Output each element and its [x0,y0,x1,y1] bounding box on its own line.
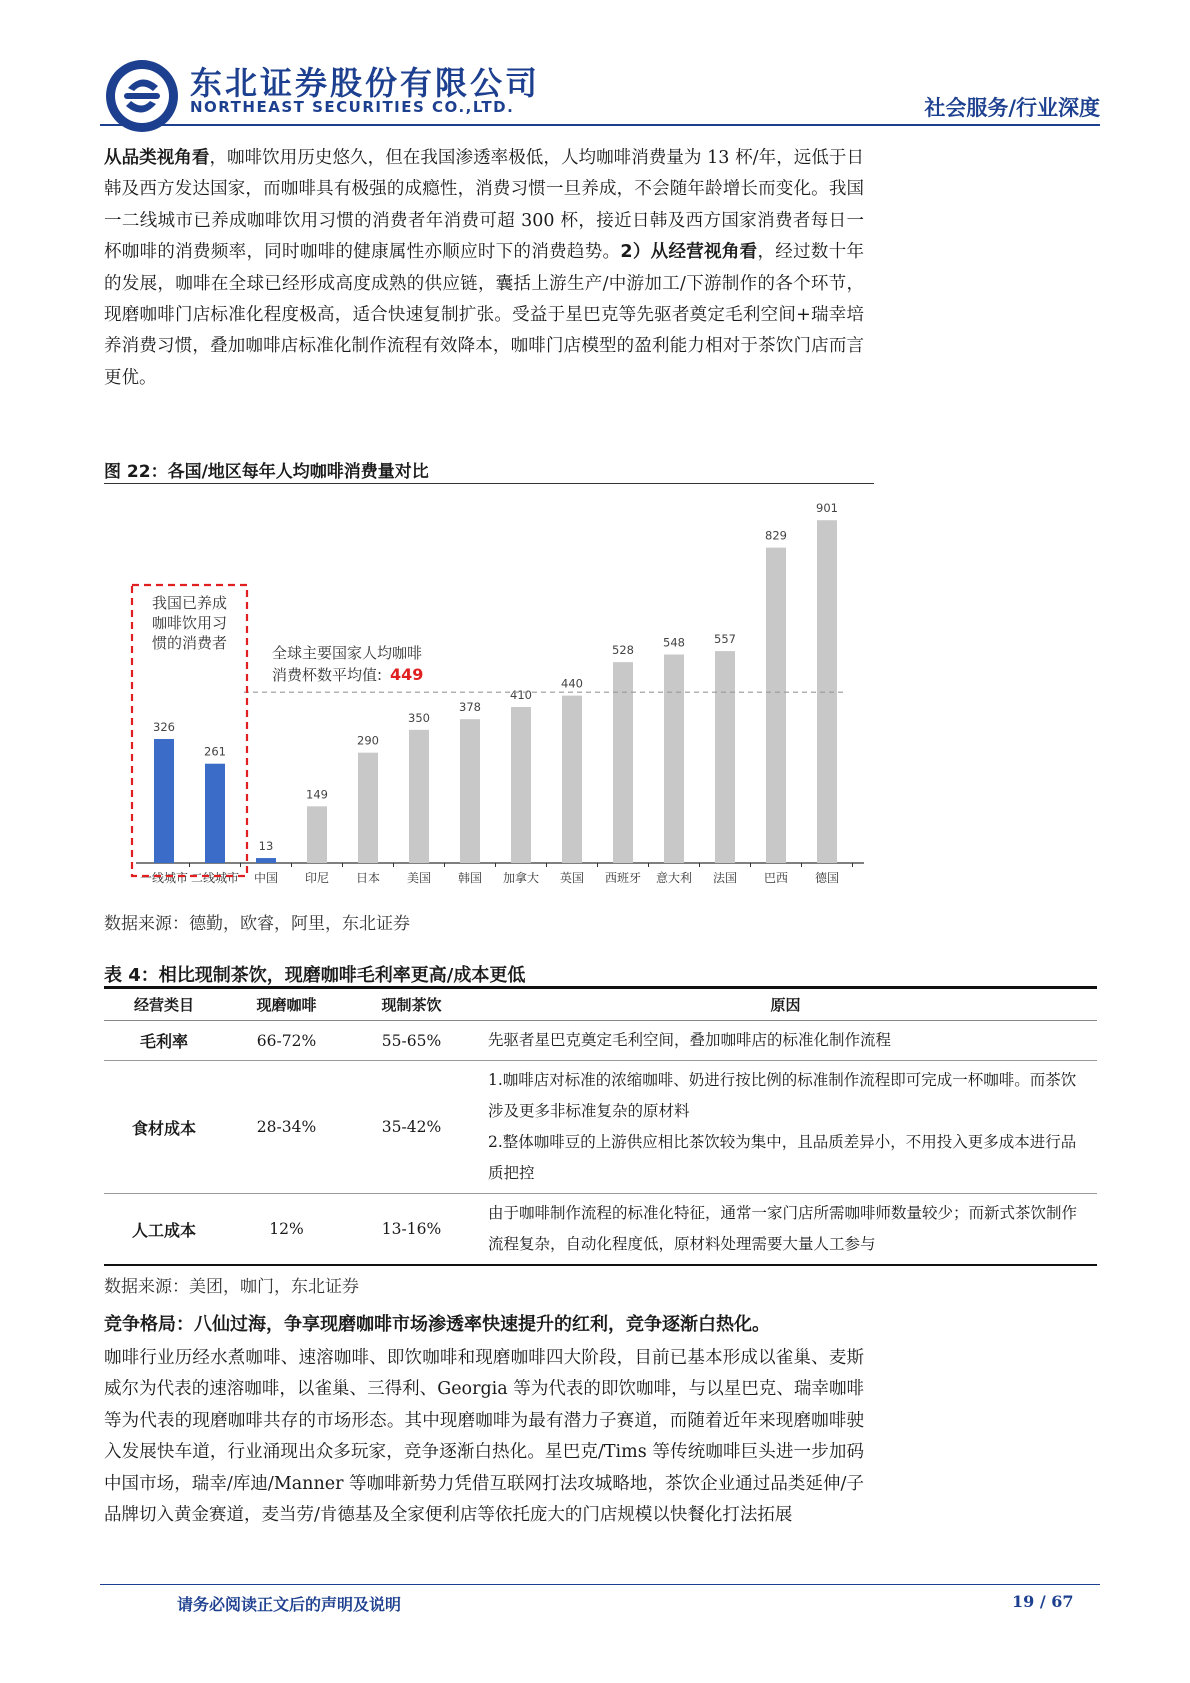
bar-巴西 [766,548,786,863]
tea-value: 13-16% [349,1194,474,1266]
x-tick-label: 意大利 [655,871,693,885]
reference-label: 全球主要国家人均咖啡 [272,644,423,663]
x-tick-label: 德国 [814,871,840,885]
intro-paragraph [104,143,864,394]
table-header: 经营类目 [104,988,224,1021]
tea-value: 55-65% [349,1021,474,1061]
data-label: 829 [765,528,787,543]
annotation-text: 惯的消费者 [151,634,228,652]
data-label: 326 [153,719,175,734]
table-header: 原因 [474,988,1097,1021]
row-label: 人工成本 [104,1194,224,1266]
data-label: 13 [258,839,274,854]
para-text-2: ，经过数十年的发展，咖啡在全球已经形成高度成熟的供应链，囊括上游生产/中游加工/下游制作的各个环节，现磨咖啡门店标准化程度极高，适合快速复制扩张。受益于星巴克等先驱者奠定毛利空间+瑞幸培养消费习惯，叠加咖啡店标准化制作流程有效降本，咖啡门店模型的盈利能力相对于茶饮门店而言更优。 [104,242,865,388]
page-number: 19 / 67 [1012,1592,1074,1611]
coffee-value: 28-34% [224,1061,349,1194]
reason-line: 1.咖啡店对标准的浓缩咖啡、奶进行按比例的标准制作流程即可完成一杯咖啡。而茶饮涉及更多非标准复杂的原材料 [488,1071,1077,1120]
table-title: 表 4：相比现制茶饮，现磨咖啡毛利率更高/成本更低 [104,965,526,986]
row-label: 食材成本 [104,1061,224,1194]
table-source: 数据来源：美团，咖门，东北证券 [104,1277,359,1297]
x-tick-label: 二线城市 [190,871,240,885]
reference-value: 449 [390,665,424,685]
margin-comparison-table [104,986,1097,1266]
x-tick-label: 印尼 [304,871,330,885]
report-category: 社会服务/行业深度 [924,96,1100,120]
reason-line: 由于咖啡制作流程的标准化特征，通常一家门店所需咖啡师数量较少；而新式茶饮制作流程复杂，自动化程度低，原材料处理需要大量人工参与 [488,1204,1078,1253]
figure-title: 图 22：各国/地区每年人均咖啡消费量对比 [104,462,429,482]
x-tick-label: 美国 [406,871,432,885]
footer-divider [100,1584,1100,1585]
reason-line: 2.整体咖啡豆的上游供应相比茶饮较为集中，且品质差异小，不用投入更多成本进行品质把控 [488,1133,1077,1182]
reason-cell [474,1194,1097,1266]
bar-韩国 [460,719,480,863]
x-tick-label: 加拿大 [502,871,540,885]
footer-disclaimer: 请务必阅读正文后的声明及说明 [177,1595,402,1614]
para-lead-2: 2）从经营视角看 [620,242,758,263]
data-label: 410 [510,688,532,703]
coffee-value: 66-72% [224,1021,349,1061]
header-divider [100,124,1100,126]
data-label: 290 [357,733,379,748]
competition-paragraph: 咖啡行业历经水煮咖啡、速溶咖啡、即饮咖啡和现磨咖啡四大阶段，目前已基本形成以雀巢、麦斯威尔为代表的速溶咖啡，以雀巢、三得利、Georgia 等为代表的即饮咖啡，与以星巴克、瑞幸咖啡等为代表的现磨咖啡共存的市场形态。其中现磨咖啡为最有潜力子赛道，而随着近年来现磨咖啡驶入发展快车道，行业涌现出众多玩家，竞争逐渐白热化。星巴克/Tims 等传统咖啡巨头进一步加码中国市场，瑞幸/库迪/Manner 等咖啡新势力凭借互联网打法攻城略地，茶饮企业通过品类延伸/子品牌切入黄金赛道，麦当劳/肯德基及全家便利店等依托庞大的门店规模以快餐化打法拓展 [104,1348,864,1526]
bar-印尼 [307,806,327,863]
row-label: 毛利率 [104,1021,224,1061]
annotation-text: 我国已养成 [151,594,228,612]
data-label: 378 [459,700,481,715]
reference-label: 消费杯数平均值: [272,666,383,685]
competition-heading: 竞争格局：八仙过海，争享现磨咖啡市场渗透率快速提升的红利，竞争逐渐白热化。 [104,1314,770,1335]
company-logo [104,58,180,134]
bar-美国 [409,730,429,863]
data-label: 557 [714,632,736,647]
reason-cell [474,1061,1097,1194]
bar-中国 [256,858,276,863]
table-header: 现磨咖啡 [224,988,349,1021]
x-tick-label: 一线城市 [139,871,189,885]
bar-二线城市 [205,764,225,863]
bar-意大利 [664,655,684,863]
figure-divider [104,483,874,484]
table-header-row [104,988,1097,1021]
data-label: 149 [306,787,328,802]
bar-英国 [562,696,582,863]
bar-日本 [358,753,378,863]
x-tick-label: 韩国 [457,871,483,885]
x-tick-label: 法国 [712,871,738,885]
coffee-consumption-chart [104,488,874,890]
company-name-en: NORTHEAST SECURITIES CO.,LTD. [190,98,515,116]
table-header: 现制茶饮 [349,988,474,1021]
x-tick-label: 西班牙 [604,871,642,885]
x-tick-label: 英国 [559,871,585,885]
data-label: 350 [408,710,430,725]
figure-source: 数据来源：德勤，欧睿，阿里，东北证券 [104,914,410,934]
bar-一线城市 [154,739,174,863]
x-tick-label: 巴西 [763,871,789,885]
bar-法国 [715,651,735,863]
table-row [104,1061,1097,1194]
table-row [104,1194,1097,1266]
reason-cell [474,1021,1097,1061]
annotation-text: 咖啡饮用习 [151,614,228,632]
data-label: 528 [612,643,634,658]
coffee-value: 12% [224,1194,349,1266]
para-lead: 从品类视角看 [104,148,210,168]
reason-line: 先驱者星巴克奠定毛利空间，叠加咖啡店的标准化制作流程 [488,1031,892,1049]
x-tick-label: 中国 [253,871,279,885]
data-label: 548 [663,635,685,650]
bar-加拿大 [511,707,531,863]
data-label: 261 [204,744,226,759]
x-tick-label: 日本 [355,871,381,885]
company-name-cn: 东北证券股份有限公司 [190,64,541,102]
tea-value: 35-42% [349,1061,474,1194]
table-row [104,1021,1097,1061]
para-text-1: ，咖啡饮用历史悠久，但在我国渗透率极低，人均咖啡消费量为 13 杯/年，远低于日韩及西方发达国家，而咖啡具有极强的成瘾性，消费习惯一旦养成，不会随年龄增长而变化。我国一二线城市已养成咖啡饮用习惯的消费者年消费可超 300 杯，接近日韩及西方国家消费者每日一杯咖啡的消费频率，同时咖啡的健康属性亦顺应时下的消费趋势。 [104,148,864,263]
data-label: 901 [816,501,838,516]
data-label: 440 [561,676,583,691]
